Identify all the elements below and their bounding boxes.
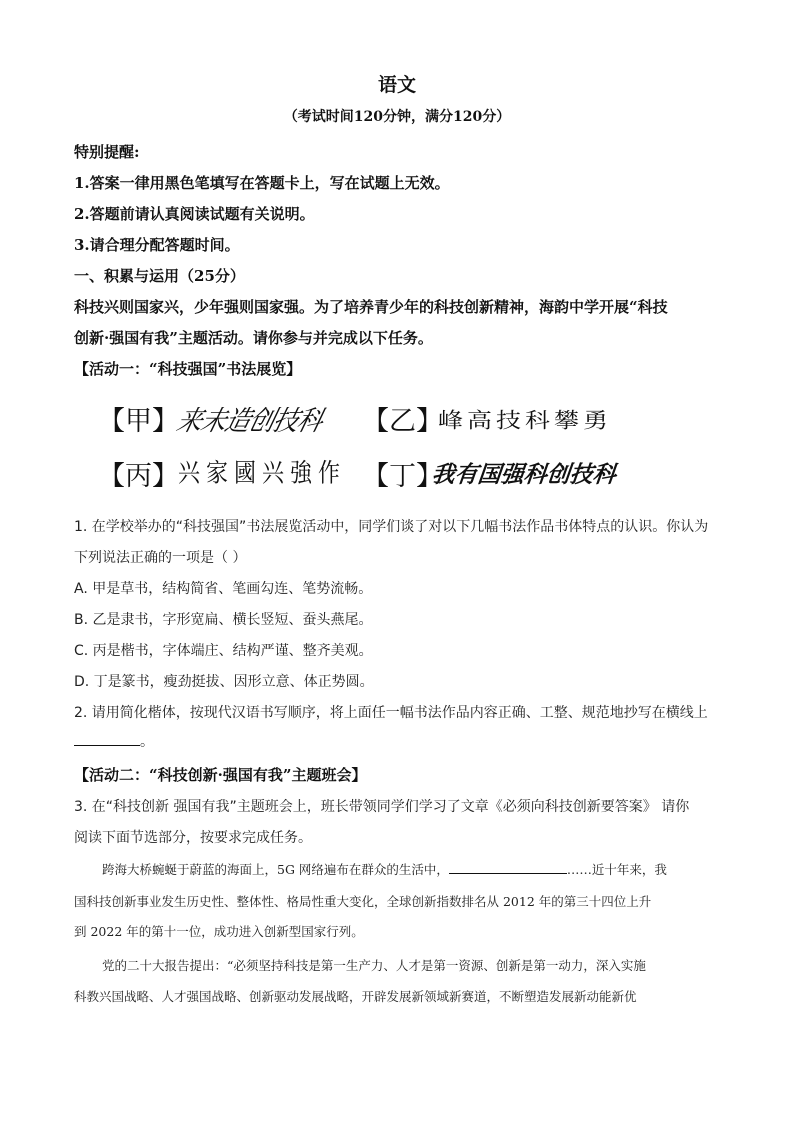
calligraphy-label-jia: 【甲】 [98, 406, 179, 437]
calligraphy-label-yi: 【乙】 [362, 406, 443, 437]
question-3-stem: 阅读下面节选部分，按要求完成任务。 [74, 830, 312, 846]
passage-line: 国科技创新事业发生历史性、整体性、格局性重大变化，全球创新指数排名从 2012 年的第三十四位上升 [74, 894, 652, 909]
question-3-stem: 3. 在“科技创新 强国有我”主题班会上，班长带领同学们学习了文章《必须向科技创新要答案》 请你 [74, 799, 690, 815]
section-heading: 一、积累与运用（25分） [74, 267, 245, 285]
answer-blank[interactable] [74, 731, 140, 746]
notice-item: 1.答案一律用黑色笔填写在答题卡上，写在试题上无效。 [74, 174, 450, 192]
exam-title: 语文 [377, 74, 416, 96]
passage-line: 党的二十大报告提出：“必须坚持科技是第一生产力、人才是第一资源、创新是第一动力，深入实施 [102, 958, 646, 973]
activity-two-heading: 【活动二：“科技创新·强国有我”主题班会】 [74, 766, 367, 784]
passage-blank[interactable] [449, 861, 567, 874]
question-1-stem: 1. 在学校举办的“科技强国”书法展览活动中，同学们谈了对以下几幅书法作品书体特点的认识。你认为 [74, 519, 709, 535]
question-2-stem: 2. 请用简化楷体，按现代汉语书写顺序，将上面任一幅书法作品内容正确、工整、规范地抄写在横线上 [74, 705, 708, 721]
passage-line: 跨海大桥蜿蜒于蔚蓝的海面上，5G 网络遍布在群众的生活中， ……近十年来，我 [102, 862, 667, 877]
notice-heading: 特别提醒: [74, 143, 140, 161]
passage-line: 到 2022 年的第十一位，成功进入创新型国家行列。 [74, 924, 364, 939]
calligraphy-label-ding: 【丁】 [362, 461, 443, 492]
notice-item: 2.答题前请认真阅读试题有关说明。 [74, 205, 315, 223]
question-1-option-a: A. 甲是草书，结构简省、笔画勾连、笔势流畅。 [74, 581, 373, 597]
question-1-stem: 下列说法正确的一项是（ ） [74, 550, 247, 566]
calligraphy-work-ding: 我有国强科创技科 [430, 461, 618, 488]
question-1-option-b: B. 乙是隶书，字形宽扁、横长竖短、蚕头燕尾。 [74, 612, 373, 628]
intro-line: 创新·强国有我”主题活动。请你参与并完成以下任务。 [74, 329, 433, 347]
question-2-answer-line [74, 731, 154, 751]
calligraphy-work-jia: 来未造创技科 [173, 404, 326, 437]
calligraphy-work-bing: 兴家國兴強作 [178, 459, 347, 489]
question-1-option-c: C. 丙是楷书，字体端庄、结构严谨、整齐美观。 [74, 643, 373, 659]
intro-line: 科技兴则国家兴，少年强则国家强。为了培养青少年的科技创新精神，海韵中学开展“科技 [74, 298, 668, 316]
activity-one-heading: 【活动一：“科技强国”书法展览】 [74, 360, 302, 378]
period: 。 [140, 734, 154, 750]
exam-subtitle: （考试时间120分钟，满分120分） [283, 109, 511, 125]
calligraphy-work-yi: 峰高技科攀勇 [438, 407, 613, 433]
passage-line: 科教兴国战略、人才强国战略、创新驱动发展战略，开辟发展新领域新赛道，不断塑造发展新动能新优 [74, 989, 637, 1004]
question-1-option-d: D. 丁是篆书，瘦劲挺拔、因形立意、体正势圆。 [74, 674, 374, 690]
calligraphy-label-bing: 【丙】 [98, 461, 179, 492]
notice-item: 3.请合理分配答题时间。 [74, 236, 240, 254]
